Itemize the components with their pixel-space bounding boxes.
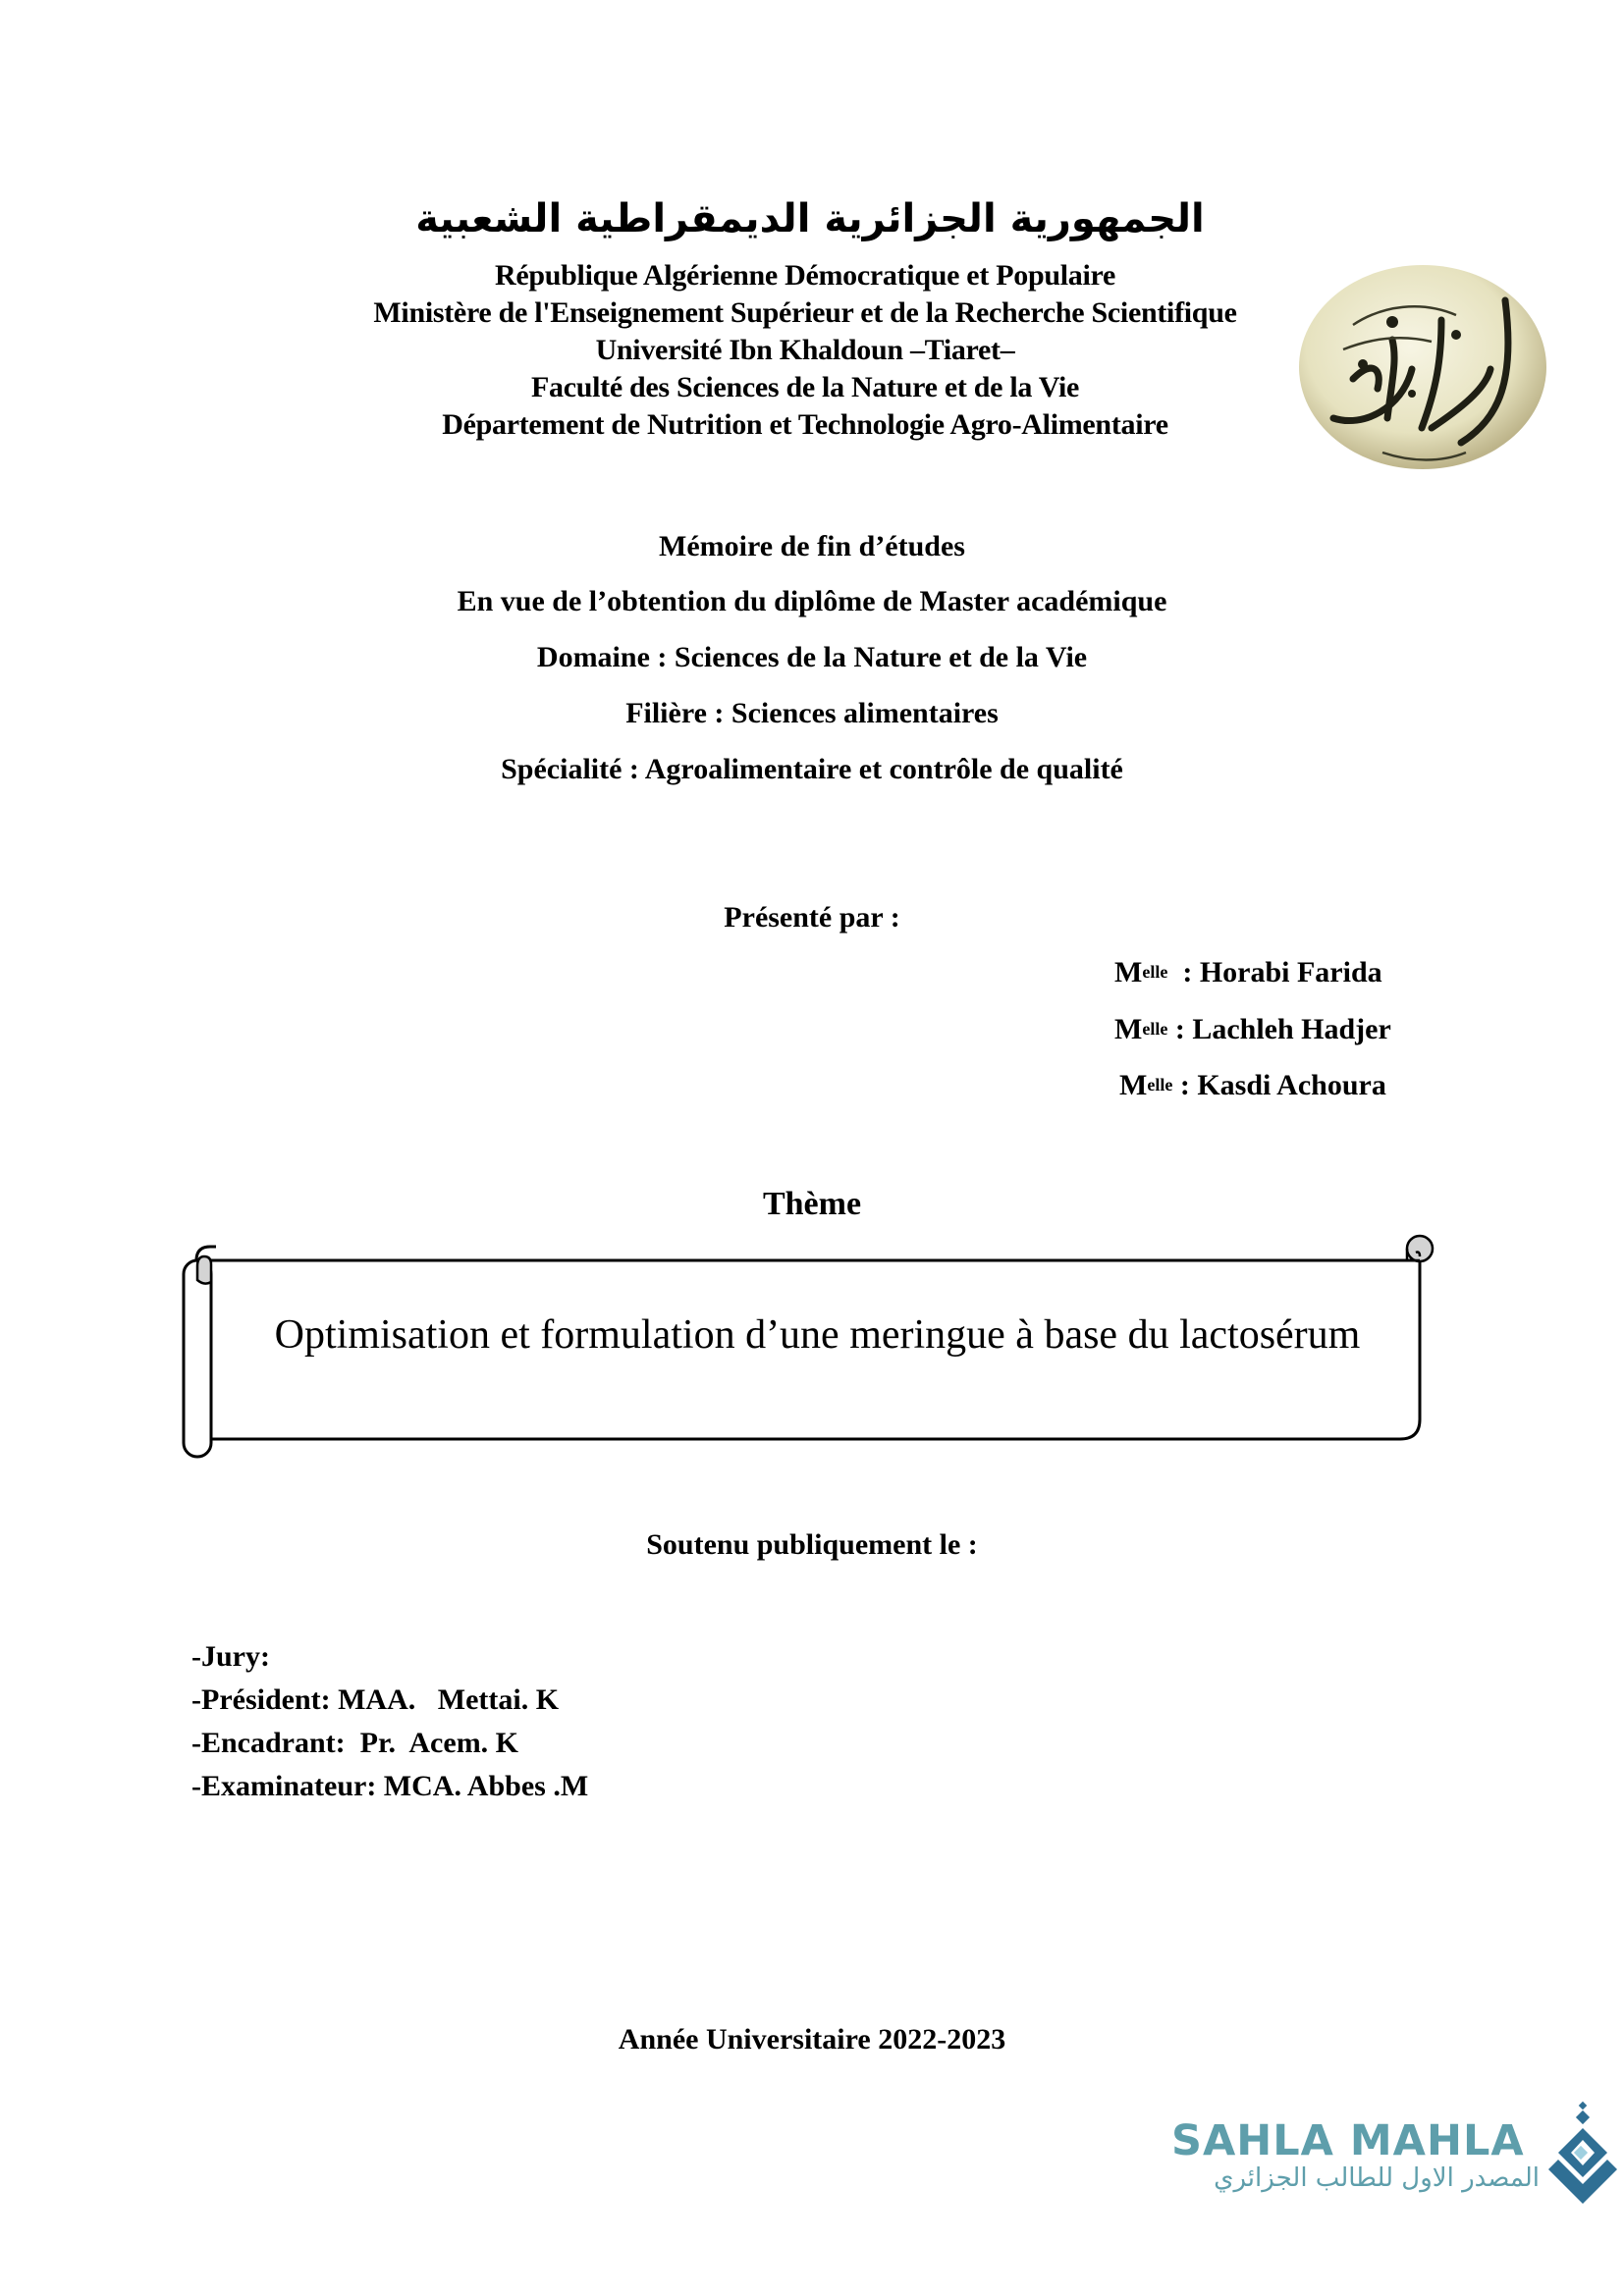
defense-label: Soutenu publiquement le : [646, 1528, 978, 1561]
sahla-mahla-watermark [1168, 2101, 1624, 2209]
sahla-mahla-logo-icon [1546, 2101, 1620, 2209]
title-prefix: M [1114, 956, 1143, 988]
presenter-name: Horabi Farida [1199, 956, 1382, 988]
theme-label: Thème [762, 1186, 862, 1222]
academic-year: Année Universitaire 2022-2023 [618, 2023, 1006, 2056]
watermark-brand: SAHLA MAHLA [1171, 2116, 1525, 2165]
university-line: Université Ibn Khaldoun –Tiaret– [595, 334, 1015, 366]
jury-heading: -Jury: [191, 1640, 270, 1673]
presenter-name: Kasdi Achoura [1197, 1069, 1386, 1101]
watermark-tagline: المصدر الاول للطالب الجزائري [1214, 2163, 1540, 2193]
presenter-1: $M^{elle}$ : Horabi Farida [1114, 956, 1382, 988]
university-seal-icon [1294, 261, 1551, 473]
presenter-name: Lachleh Hadjer [1192, 1013, 1391, 1045]
specialty-line: Spécialité : Agroalimentaire et contrôle de qualité [501, 753, 1123, 785]
presenter-2: $M^{elle}$ : Lachleh Hadjer [1114, 1013, 1391, 1045]
theme-scroll-banner [177, 1227, 1443, 1468]
title-prefix: M [1114, 1013, 1143, 1045]
jury-supervisor: -Encadrant: Pr. Acem. K [191, 1727, 519, 1759]
ministry-line: Ministère de l'Enseignement Supérieur et de la Recherche Scientifique [373, 296, 1237, 329]
title-sup: elle [1147, 1075, 1173, 1095]
degree-line: En vue de l’obtention du diplôme de Master académique [457, 585, 1167, 617]
jury-president: -Président: MAA. Mettai. K [191, 1683, 560, 1716]
presenter-3: $M^{elle}$ : Kasdi Achoura [1119, 1069, 1386, 1101]
arabic-republic-title: الجمهورية الجزائرية الديمقراطية الشعبية [415, 196, 1205, 241]
field-line: Filière : Sciences alimentaires [625, 697, 999, 729]
title-prefix: M [1119, 1069, 1148, 1101]
title-sup: elle [1142, 962, 1168, 982]
domain-line: Domaine : Sciences de la Nature et de la Vie [536, 641, 1088, 673]
faculty-line: Faculté des Sciences de la Nature et de la Vie [530, 371, 1080, 403]
presented-by-label: Présenté par : [724, 901, 900, 934]
thesis-title: Optimisation et formulation d’une meringue à base du lactosérum [274, 1312, 1361, 1358]
title-sup: elle [1142, 1019, 1168, 1039]
republic-line: République Algérienne Démocratique et Populaire [495, 259, 1115, 292]
memoire-title: Mémoire de fin d’études [659, 530, 965, 562]
department-line: Département de Nutrition et Technologie Agro-Alimentaire [442, 408, 1168, 441]
jury-examiner: -Examinateur: MCA. Abbes .M [191, 1770, 589, 1802]
